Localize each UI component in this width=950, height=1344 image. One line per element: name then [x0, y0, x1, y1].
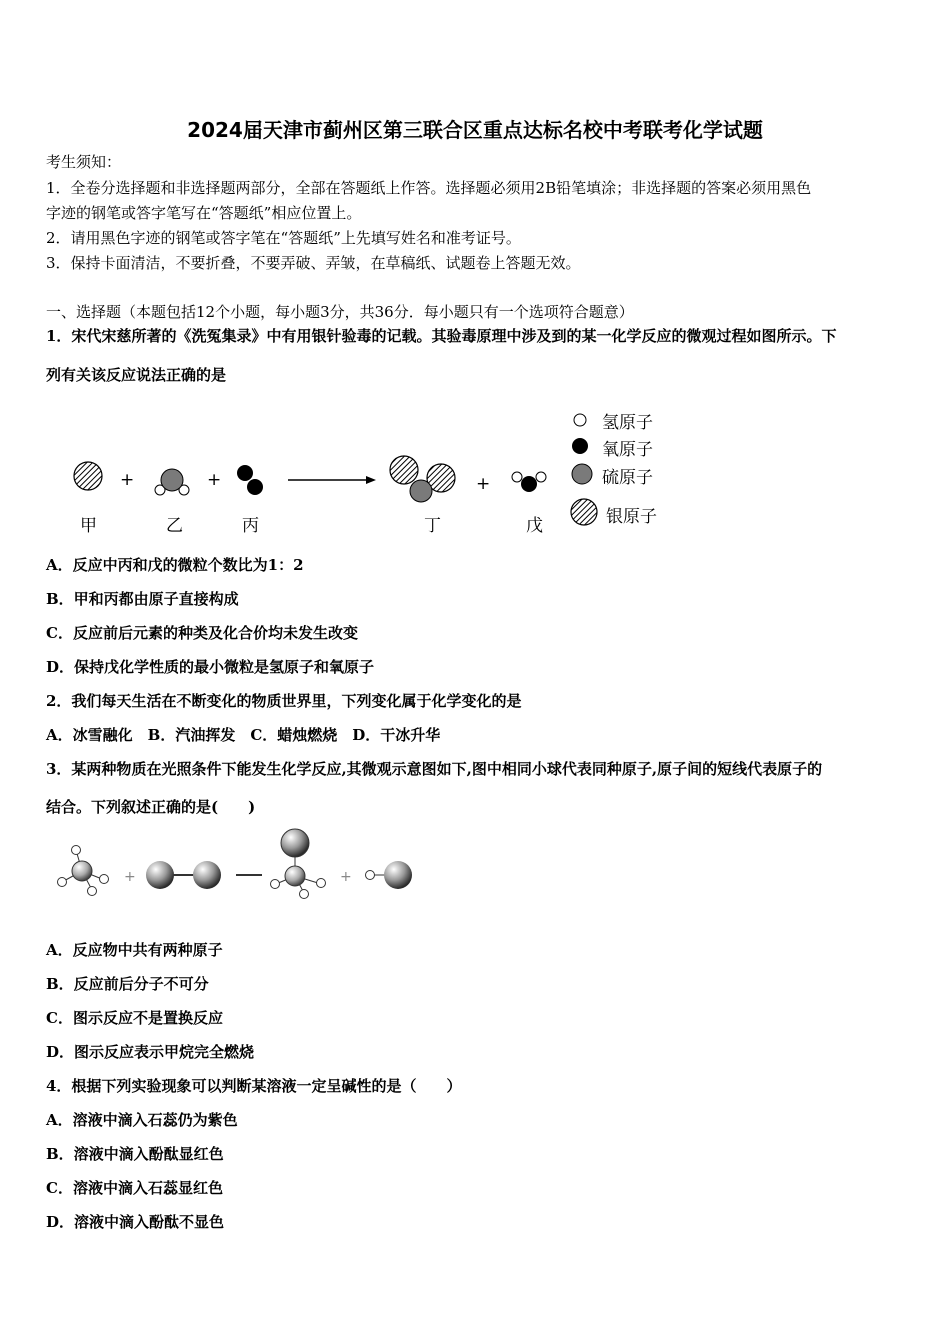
legend-label: 氧原子 — [602, 440, 653, 460]
section-heading: 一、选择题（本题包括12个小题，每小题3分，共36分．每小题只有一个选项符合题意） — [46, 303, 634, 321]
q3-option: D．图示反应表示甲烷完全燃烧 — [46, 1043, 255, 1061]
legend-label: 银原子 — [606, 507, 657, 527]
molecule-label: 乙 — [166, 516, 183, 536]
legend-label: 硫原子 — [602, 468, 653, 488]
q3-stem: 3．某两种物质在光照条件下能发生化学反应,其微观示意图如下,图中相同小球代表同种原子,原子间的短线代表原子的 — [46, 760, 823, 778]
q4-option: D．溶液中滴入酚酞不显色 — [46, 1213, 225, 1231]
plus-sign: + — [476, 474, 491, 494]
q4-option: B．溶液中滴入酚酞显红色 — [46, 1145, 224, 1163]
molecule-label: 甲 — [80, 516, 97, 536]
molecule-label: 丁 — [424, 516, 441, 536]
plus-sign: + — [207, 470, 222, 490]
q4-option: A．溶液中滴入石蕊仍为紫色 — [46, 1111, 238, 1129]
q1-option: D．保持戊化学性质的最小微粒是氢原子和氧原子 — [46, 658, 375, 676]
chlorine-molecule — [146, 861, 221, 889]
notice-heading: 考生须知： — [46, 153, 122, 171]
q1-stem: 1．宋代宋慈所著的《洗冤集录》中有用银针验毒的记载。其验毒原理中涉及到的某一化学反应的微观过程如图所示。下 — [46, 327, 837, 345]
legend-label: 氢原子 — [602, 413, 653, 433]
molecule-label: 戊 — [526, 516, 543, 536]
q2-options: A．冰雪融化 B．汽油挥发 C．蜡烛燃烧 D．干冰升华 — [46, 726, 441, 744]
q4-stem: 4．根据下列实验现象可以判断某溶液一定呈碱性的是（ ） — [46, 1077, 462, 1095]
q1-option: B．甲和丙都由原子直接构成 — [46, 590, 239, 608]
page-title: 2024届天津市蓟州区第三联合区重点达标名校中考联考化学试题 — [187, 118, 763, 142]
q4-option: C．溶液中滴入石蕊显红色 — [46, 1179, 223, 1197]
q3-stem: 结合。下列叙述正确的是( ) — [46, 798, 256, 816]
methane-molecule — [58, 846, 109, 896]
notice-item: 3．保持卡面清洁，不要折叠，不要弄破、弄皱，在草稿纸、试题卷上答题无效。 — [46, 254, 581, 272]
q1-stem: 列有关该反应说法正确的是 — [46, 366, 227, 384]
notice-item: 字迹的钢笔或答字笔写在“答题纸”相应位置上。 — [46, 204, 362, 222]
q3-option: C．图示反应不是置换反应 — [46, 1009, 223, 1027]
notice-item: 2．请用黑色字迹的钢笔或答字笔在“答题纸”上先填写姓名和准考证号。 — [46, 229, 521, 247]
q3-option: A．反应物中共有两种原子 — [46, 941, 223, 959]
plus-sign: + — [340, 869, 352, 885]
plus-sign: + — [124, 869, 136, 885]
q1-option: C．反应前后元素的种类及化合价均未发生改变 — [46, 624, 358, 642]
plus-sign: + — [120, 470, 135, 490]
chloromethane-molecule — [271, 829, 326, 899]
notice-item: 1．全卷分选择题和非选择题两部分，全部在答题纸上作答。选择题必须用2B铅笔填涂；非选择题的答案必须用黑色 — [46, 179, 812, 197]
hydrogen-chloride-molecule — [366, 861, 413, 889]
q3-option: B．反应前后分子不可分 — [46, 975, 209, 993]
q1-option: A．反应中丙和戊的微粒个数比为1：2 — [46, 556, 304, 574]
molecule-label: 丙 — [242, 516, 259, 536]
q2-stem: 2．我们每天生活在不断变化的物质世界里，下列变化属于化学变化的是 — [46, 692, 522, 710]
